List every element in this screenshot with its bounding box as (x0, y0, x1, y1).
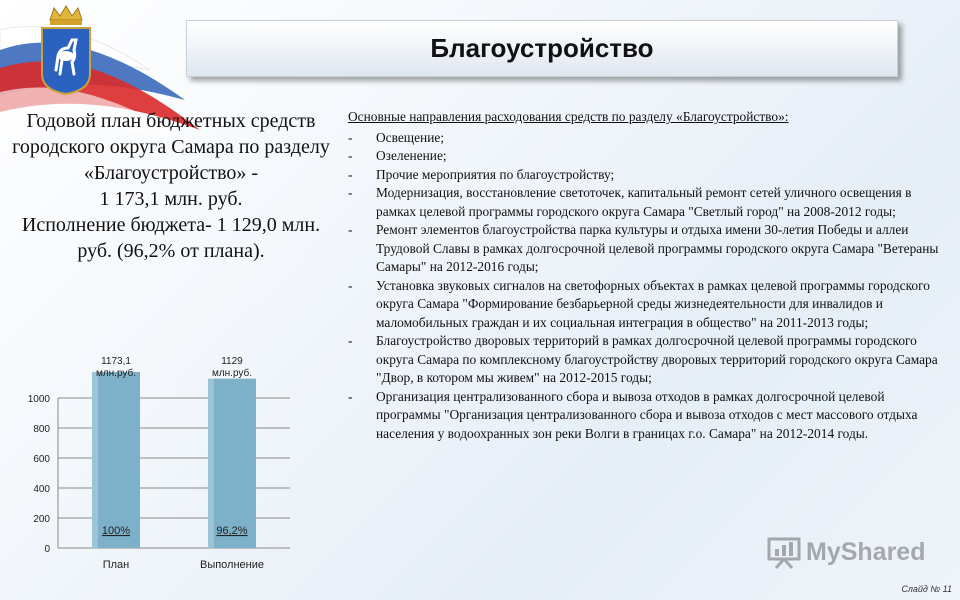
direction-item: - Освещение; (348, 129, 948, 148)
summary-plan-text: Годовой план бюджетных средств городского округа Самара по разделу «Благоустройство» - (12, 110, 330, 184)
samara-coat-of-arms-icon (36, 4, 96, 96)
data-label: 1173,1 (101, 356, 131, 367)
page-title: Благоустройство (430, 33, 654, 63)
direction-item: - Организация централизованного сбора и вывоза отходов в рамках долгосрочной целевой программы "Организация централизованного сбора и вывоза отходов с мест массового отдыха населения у водоохранных зон реки Волги в границах г.о. Самара" на 2012-2014 годы. (348, 388, 948, 444)
summary-execution-text: Исполнение бюджета- 1 129,0 млн. руб. (96,2% от плана). (21, 214, 321, 262)
y-tick-label: 600 (33, 454, 50, 465)
direction-item: - Озеленение; (348, 147, 948, 166)
direction-item: - Модернизация, восстановление светоточек, капитальный ремонт сетей уличного освещения в рамках целевой программы городского округа Самара "Светлый город" на 2008-2012 годы; (348, 184, 948, 221)
direction-item: - Прочие мероприятия по благоустройству; (348, 166, 948, 185)
bar-highlight (92, 372, 98, 548)
bar-highlight (208, 379, 214, 548)
summary-plan-amount: 1 173,1 млн. руб. (99, 188, 243, 210)
budget-summary (4, 108, 338, 264)
y-tick-label: 200 (33, 514, 50, 525)
presentation-board-icon (766, 534, 802, 570)
direction-item: - Ремонт элементов благоустройства парка культуры и отдыха имени 30-летия Победы и аллеи Трудовой Славы в рамках долгосрочной целевой программы городского округа Самара "Ветераны Самары" на 2012-2016 годы; (348, 221, 948, 277)
slide-number: Слайд № 11 (901, 584, 952, 594)
y-tick-label: 400 (33, 484, 50, 495)
direction-item: - Благоустройство дворовых территорий в рамках долгосрочной целевой программы городского округа Самара по комплексному благоустройству дворовых территорий городского округа Самара "Двор, в котором мы живем" на 2012-2015 годы; (348, 332, 948, 388)
bar (92, 372, 140, 548)
title-banner (186, 20, 898, 77)
data-label: млн.руб. (211, 368, 253, 379)
direction-item: - Установка звуковых сигналов на светофорных объектах в рамках целевой программы городского округа Самара "Формирование безбарьерной среды жизнедеятельности для инвалидов и маломобильных граждан и их социальная интеграция в общество" на 2011-2013 годы; (348, 277, 948, 333)
percent-label: 96,2% (216, 525, 248, 537)
watermark-text: MyShared (806, 537, 926, 566)
percent-label: 100% (101, 525, 131, 537)
data-label: млн.руб. (95, 368, 137, 379)
bar (208, 379, 256, 548)
y-tick-label: 800 (33, 424, 50, 435)
x-tick-label: План (102, 559, 130, 571)
myshared-watermark (766, 534, 925, 570)
x-tick-label: Выполнение (199, 559, 265, 571)
y-tick-label: 0 (44, 544, 50, 555)
directions-heading: Основные направления расходования средств по разделу «Благоустройство»: (348, 109, 789, 124)
budget-bar-chart (0, 350, 340, 580)
directions-list (348, 129, 948, 444)
spending-directions (348, 108, 948, 443)
y-tick-label: 1000 (27, 394, 50, 405)
data-label: 1129 (221, 356, 243, 367)
